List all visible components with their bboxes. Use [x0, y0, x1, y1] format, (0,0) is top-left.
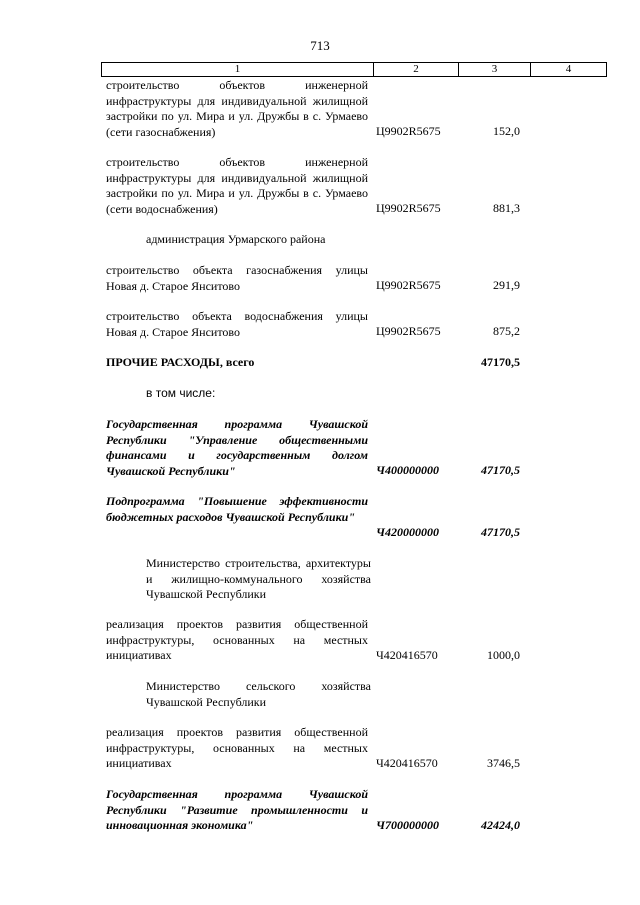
row-code: Ц9902R5675	[376, 201, 441, 215]
header-col-4: 4	[565, 63, 572, 75]
row-code: Ч700000000	[376, 818, 439, 832]
row-amount: 47170,5	[481, 463, 520, 477]
row-description: ПРОЧИЕ РАСХОДЫ, всего	[106, 355, 255, 369]
row-amount: 42424,0	[481, 818, 520, 832]
table-header	[101, 62, 607, 77]
row-description: в том числе:	[146, 386, 216, 400]
row-description: строительство объектов инженерной инфраструктуры для индивидуальной жилищной застройки по ул. Мира и ул. Дружбы в с. Урмаево (сети водоснабжения)	[106, 155, 368, 216]
row-description: строительство объектов инженерной инфраструктуры для индивидуальной жилищной застройки по ул. Мира и ул. Дружбы в с. Урмаево (сети газоснабжения)	[106, 78, 368, 139]
row-description: Государственная программа Чувашской Республики "Развитие промышленности и инновационная экономика"	[106, 787, 368, 832]
header-col-1: 1	[102, 63, 374, 76]
row-amount: 291,9	[493, 278, 520, 292]
row-code: Ц9902R5675	[376, 124, 441, 138]
row-description: реализация проектов развития общественной инфраструктуры, основанных на местных инициативах	[106, 617, 368, 662]
row-description: Министерство сельского хозяйства Чувашской Республики	[146, 679, 371, 709]
row-code: Ч420416570	[376, 648, 438, 662]
page-number: 713	[310, 38, 330, 53]
row-code: Ч400000000	[376, 463, 439, 477]
row-code: Ч420000000	[376, 525, 439, 539]
row-amount: 3746,5	[487, 756, 520, 770]
row-description: строительство объекта водоснабжения улицы Новая д. Старое Янситово	[106, 309, 368, 339]
row-description: строительство объекта газоснабжения улицы Новая д. Старое Янситово	[106, 263, 368, 293]
row-code: Ч420416570	[376, 756, 438, 770]
row-description: администрация Урмарского района	[146, 232, 326, 246]
row-amount: 881,3	[493, 201, 520, 215]
row-amount: 47170,5	[481, 525, 520, 539]
row-description: Государственная программа Чувашской Республики "Управление общественными финансами и государственным долгом Чувашской Республики"	[106, 417, 368, 478]
row-amount: 152,0	[493, 124, 520, 138]
row-description: Министерство строительства, архитектуры и жилищно-коммунального хозяйства Чувашской Республики	[146, 556, 371, 601]
row-description: реализация проектов развития общественной инфраструктуры, основанных на местных инициативах	[106, 725, 368, 770]
header-col-2: 2	[374, 63, 459, 76]
row-code: Ц9902R5675	[376, 278, 441, 292]
header-col-3: 3	[459, 63, 531, 76]
row-amount: 47170,5	[481, 355, 520, 369]
row-code: Ц9902R5675	[376, 324, 441, 338]
row-amount: 1000,0	[487, 648, 520, 662]
row-amount: 875,2	[493, 324, 520, 338]
row-description: Подпрограмма "Повышение эффективности бюджетных расходов Чувашской Республики"	[106, 494, 368, 524]
